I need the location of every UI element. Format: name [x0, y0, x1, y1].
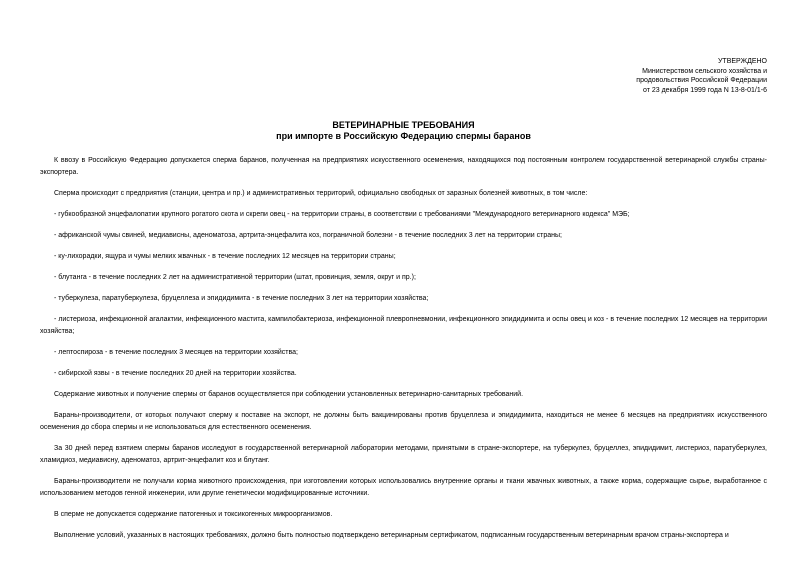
- paragraph: - ку-лихорадки, ящура и чумы мелких жвачных - в течение последних 12 месяцев на территории страны;: [54, 253, 396, 260]
- paragraph: За 30 дней перед взятием спермы баранов исследуют в государственной ветеринарной лаборатории методами, принятыми в стране-экспортере, на туберкулез, бруцеллез, эпидидимит, листериоз, паратуберкулез, хламидиоз, медиависну, аденоматоз, артрит-энцефалит коз и блутанг.: [40, 445, 767, 464]
- paragraph: Содержание животных и получение спермы от баранов осуществляется при соблюдении установленных ветеринарно-санитарных требований.: [54, 391, 524, 398]
- title-line: при импорте в Российскую Федерацию спермы баранов: [276, 131, 531, 141]
- paragraph: - туберкулеза, паратуберкулеза, бруцеллеза и эпидидимита - в течение последних 3 лет на территории хозяйства;: [54, 295, 429, 302]
- approval-block: [636, 57, 767, 95]
- paragraph: В сперме не допускается содержание патогенных и токсикогенных микроорганизмов.: [54, 511, 333, 518]
- paragraph: - блутанга - в течение последних 2 лет на административной территории (штат, провинция, земля, округ и пр.);: [54, 274, 416, 281]
- paragraph: - лептоспироза - в течение последних 3 месяцев на территории хозяйства;: [54, 349, 298, 356]
- approval-line: Министерством сельского хозяйства и: [642, 67, 767, 75]
- approval-line: продовольствия Российской Федерации: [636, 77, 767, 84]
- paragraph: Сперма происходит с предприятия (станции, центра и пр.) и административных территорий, официально свободных от заразных болезней животных, в том числе:: [54, 190, 588, 197]
- title-line: ВЕТЕРИНАРНЫЕ ТРЕБОВАНИЯ: [332, 120, 475, 130]
- paragraph: К ввозу в Российскую Федерацию допускается сперма баранов, полученная на предприятиях искусственного осеменения, находящихся под постоянным контролем государственной ветеринарной службы страны-экспортера.: [40, 157, 767, 176]
- paragraph: - сибирской язвы - в течение последних 20 дней на территории хозяйства.: [54, 370, 297, 377]
- paragraph: Выполнение условий, указанных в настоящих требованиях, должно быть полностью подтверждено ветеринарным сертификатом, подписанным государственным ветеринарным врачом страны-экспортера и: [54, 532, 729, 539]
- approval-line: УТВЕРЖДЕНО: [717, 58, 767, 65]
- paragraph: Бараны-производители не получали корма животного происхождения, при изготовлении которых использовались внутренние органы и ткани жвачных животных, а также корма, содержащие сырье, выработанное с использованием методов генной инженерии, или другие генетически модифицированные источники.: [40, 478, 767, 497]
- document-body: [40, 155, 767, 551]
- document-title: [0, 120, 807, 142]
- paragraph: - губкообразной энцефалопатии крупного рогатого скота и скрепи овец - на территории страны, в соответствии с требованиями "Международного ветеринарного кодекса" МЭБ;: [54, 211, 630, 218]
- paragraph: - африканской чумы свиней, медиависны, аденоматоза, артрита-энцефалита коз, пограничной болезни - в течение последних 3 лет на территории страны;: [54, 232, 562, 239]
- paragraph: Бараны-производители, от которых получают сперму к поставке на экспорт, не должны быть вакцинированы против бруцеллеза и эпидидимита, находиться не менее 6 месяцев на предприятиях искусственного осеменения до сбора спермы и не использоваться для естественного осеменения.: [40, 412, 767, 431]
- approval-line: от 23 декабря 1999 года N 13-8-01/1-6: [642, 86, 767, 94]
- paragraph: - листериоза, инфекционной агалактии, инфекционного мастита, кампилобактериоза, инфекционной плевропневмонии, инфекционного эпидидимита и оспы овец и коз - в течение последних 12 месяцев на территории хозяйства;: [40, 316, 767, 335]
